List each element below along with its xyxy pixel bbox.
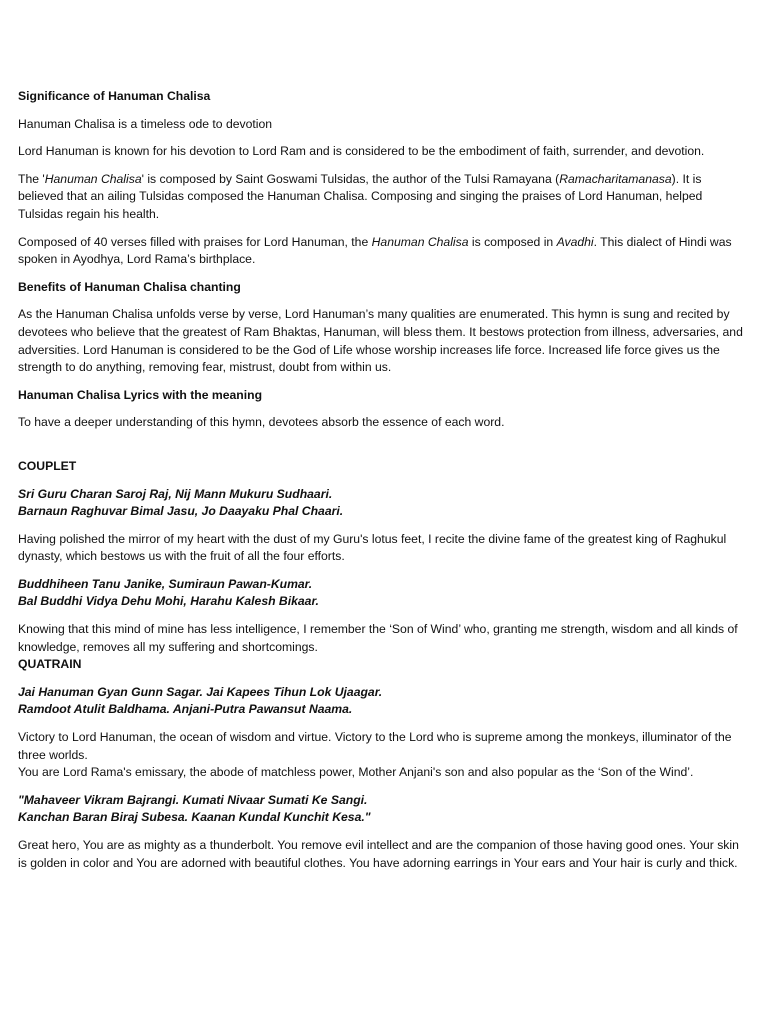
document-page — [18, 88, 746, 872]
verse-line: Kanchan Baran Biraj Subesa. Kaanan Kundal Kunchit Kesa." — [18, 810, 371, 825]
verse-quatrain-1 — [18, 684, 746, 719]
paragraph-devotion: Lord Hanuman is known for his devotion to Lord Ram and is considered to be the embodiment of faith, surrender, and devotion. — [18, 144, 705, 159]
meaning-quatrain-1b: You are Lord Rama's emissary, the abode of matchless power, Mother Anjani's son and also popular as the ‘Son of the Wind’. — [18, 765, 694, 780]
quatrain-heading: QUATRAIN — [18, 657, 82, 672]
verse-line: Buddhiheen Tanu Janike, Sumiraun Pawan-Kumar. — [18, 576, 313, 591]
verse-quatrain-2 — [18, 792, 746, 827]
verse-line: "Mahaveer Vikram Bajrangi. Kumati Nivaar Sumati Ke Sangi. — [18, 792, 368, 807]
document-title: Significance of Hanuman Chalisa — [18, 89, 211, 103]
meaning-couplet-2: Knowing that this mind of mine has less intelligence, I remember the ‘Son of Wind’ who, granting me strength, wisdom and all kinds of knowledge, removes all my suffering and shortcomings. — [18, 622, 738, 654]
lyrics-heading: Hanuman Chalisa Lyrics with the meaning — [18, 387, 263, 402]
verse-couplet-1 — [18, 486, 746, 521]
benefits-heading: Benefits of Hanuman Chalisa chanting — [18, 279, 241, 294]
text-segment: ). It is believed that an ailing Tulsidas composed the Hanuman Chalisa. Composing and singing the praises of Lord Hanuman, helped Tulsidas regain his health. — [18, 171, 703, 221]
italic-language: Avadhi — [556, 234, 594, 249]
italic-title: Hanuman Chalisa — [44, 171, 142, 186]
verse-line: Jai Hanuman Gyan Gunn Sagar. Jai Kapees Tihun Lok Ujaagar. — [18, 684, 383, 699]
verse-couplet-2 — [18, 576, 746, 611]
text-segment: Composed of 40 verses filled with praises for Lord Hanuman, the — [18, 234, 372, 249]
verse-line: Ramdoot Atulit Baldhama. Anjani-Putra Pawansut Naama. — [18, 702, 353, 717]
paragraph-composition — [18, 171, 746, 224]
italic-title: Hanuman Chalisa — [371, 234, 469, 249]
paragraph-lyrics-intro: To have a deeper understanding of this hymn, devotees absorb the essence of each word. — [18, 415, 505, 430]
meaning-quatrain-1a: Victory to Lord Hanuman, the ocean of wisdom and virtue. Victory to the Lord who is supreme among the monkeys, illuminator of the three worlds. — [18, 730, 732, 762]
text-segment: ' is composed by Saint Goswami Tulsidas, the author of the Tulsi Ramayana ( — [141, 171, 560, 186]
verse-line: Sri Guru Charan Saroj Raj, Nij Mann Mukuru Sudhaari. — [18, 486, 333, 501]
paragraph-verses — [18, 234, 746, 269]
verse-line: Bal Buddhi Vidya Dehu Mohi, Harahu Kalesh Bikaar. — [18, 594, 319, 609]
paragraph-benefits: As the Hanuman Chalisa unfolds verse by verse, Lord Hanuman’s many qualities are enumerated. This hymn is sung and recited by devotees who believe that the greatest of Ram Bhaktas, Hanuman, will bless them. It bestows protection from illness, adversaries, and adversities. Lord Hanuman is considered to be the God of Life whose worship increases life force. Increased life force gives us the strength to do anything, removing fear, mistrust, doubt from within us. — [18, 307, 743, 375]
text-segment: The ' — [18, 171, 45, 186]
text-segment: . This dialect of Hindi was spoken in Ayodhya, Lord Rama’s birthplace. — [18, 234, 732, 267]
couplet-heading: COUPLET — [18, 458, 77, 473]
verse-line: Barnaun Raghuvar Bimal Jasu, Jo Daayaku Phal Chaari. — [18, 504, 344, 519]
text-segment: is composed in — [468, 234, 557, 249]
meaning-couplet-1: Having polished the mirror of my heart with the dust of my Guru's lotus feet, I recite the divine fame of the greatest king of Raghukul dynasty, which bestows us with the fruit of all the four efforts. — [18, 531, 727, 564]
meaning-quatrain-2: Great hero, You are as mighty as a thunderbolt. You remove evil intellect and are the companion of those having good ones. Your skin is golden in color and You are adorned with beautiful clothes. You have adorning earrings in Your ears and Your hair is curly and thick. — [18, 838, 739, 870]
italic-title: Ramacharitamanasa — [559, 171, 672, 186]
intro-line: Hanuman Chalisa is a timeless ode to devotion — [18, 116, 273, 131]
